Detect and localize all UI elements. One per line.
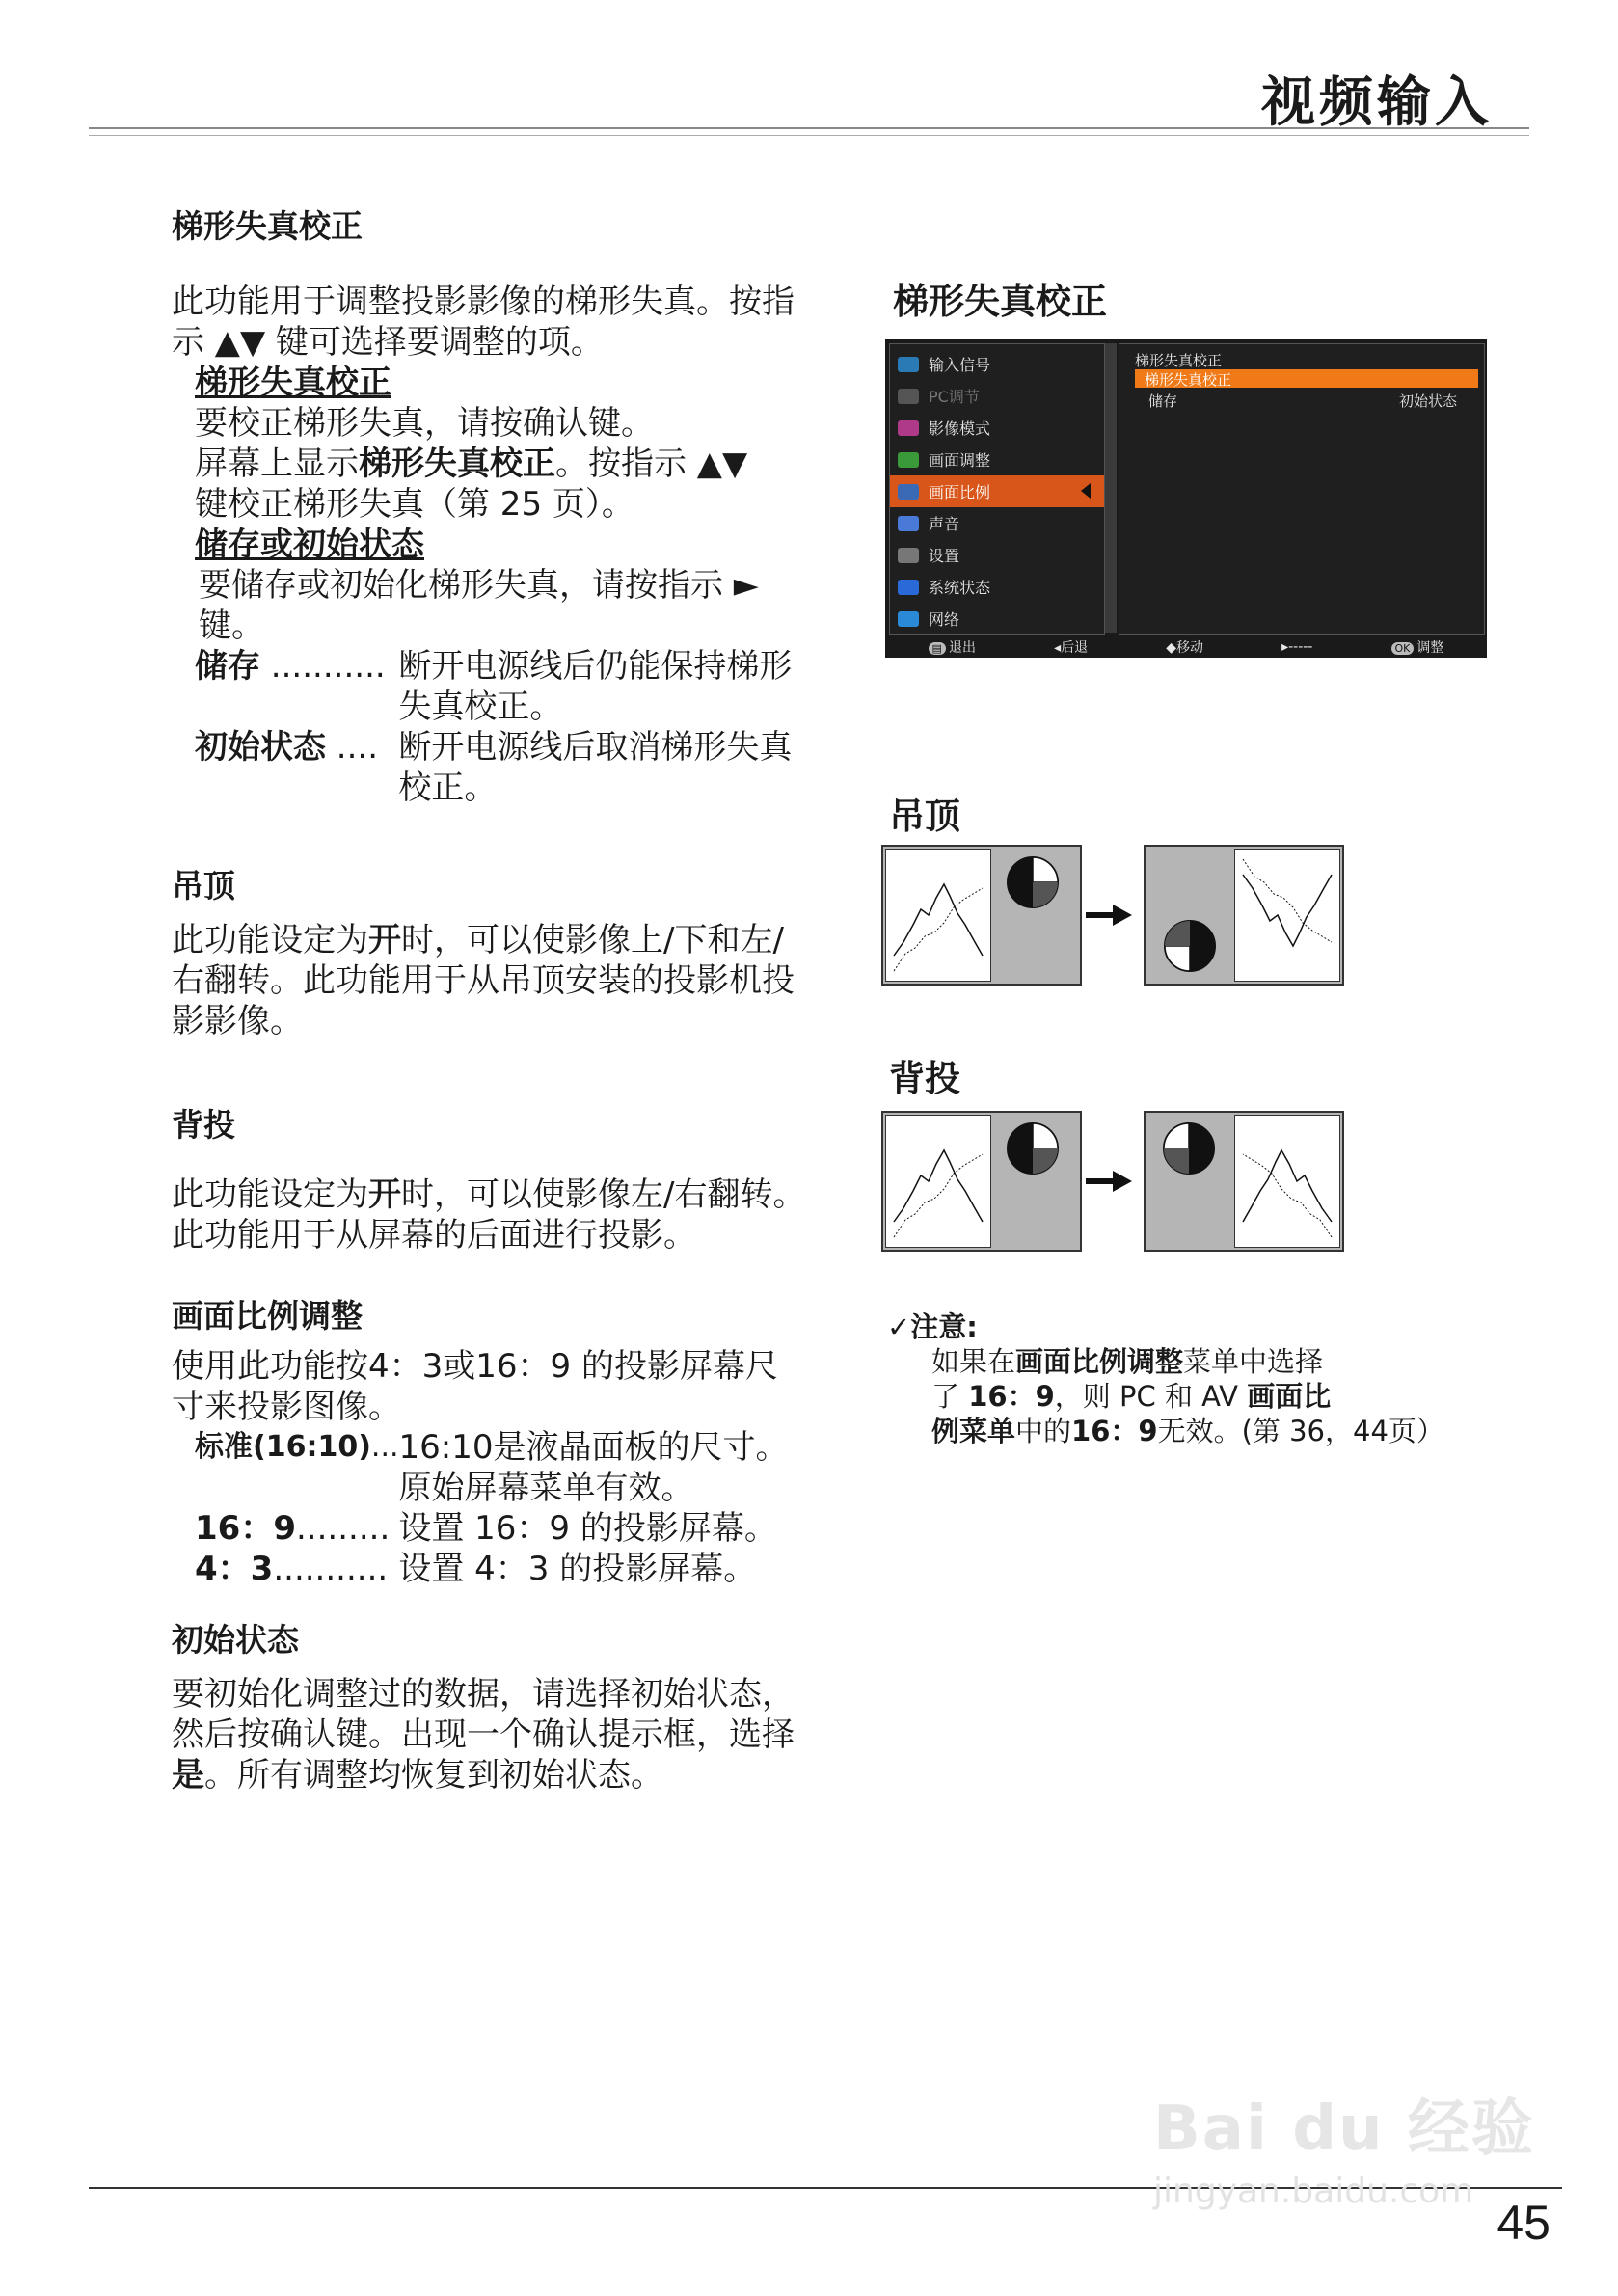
page-number: 45: [1497, 2196, 1551, 2250]
osd-back: ◂后退: [1054, 640, 1089, 656]
note-title: ✓注意:: [887, 1310, 978, 1343]
paragraph: 要储存或初始化梯形失真，请按指示 ►: [199, 566, 759, 605]
paragraph: 要初始化调整过的数据，请选择初始状态，然后按确认键。出现一个确认提示框，选择是。所有调整均恢复到初始状态。: [172, 1675, 795, 1795]
right-heading-ceiling: 吊顶: [889, 796, 960, 837]
osd-submenu-title: 梯形失真校正: [1135, 352, 1223, 369]
osd-bottom-bar: [889, 638, 1483, 656]
arrow-icon: [1086, 912, 1115, 918]
osd-menu-item[interactable]: [890, 444, 1104, 475]
settings-icon: [898, 548, 919, 563]
pie-graphic-mirrored: [1147, 1115, 1230, 1182]
note-line: 了 16：9，则 PC 和 AV 画面比: [931, 1380, 1332, 1413]
osd-menu-label: 画面调整: [929, 451, 991, 470]
osd-move: ◆移动: [1166, 640, 1203, 656]
right-heading-rear: 背投: [889, 1058, 960, 1099]
paragraph: 要校正梯形失真，请按确认键。: [195, 404, 654, 443]
osd-main-menu: [889, 343, 1105, 635]
image-mode-icon: [898, 420, 919, 436]
input-icon: [898, 357, 919, 372]
pc-icon: [898, 389, 919, 404]
paragraph: 键。: [199, 607, 264, 645]
osd-separator: [1105, 343, 1117, 633]
page-title: 视频输入: [1261, 71, 1493, 134]
arrow-head-icon: [1113, 905, 1132, 926]
arrow-head-icon: [1113, 1171, 1132, 1192]
osd-menu-label: 网络: [929, 610, 960, 629]
osd-menu-item[interactable]: [890, 412, 1104, 444]
note-line: 例菜单中的16：9无效。(第 36，44页）: [931, 1415, 1444, 1447]
osd-menu-item[interactable]: [890, 603, 1104, 635]
section-heading: 画面比例调整: [172, 1297, 363, 1335]
osd-menu-item[interactable]: [890, 475, 1104, 507]
osd-adjust: OK 调整: [1391, 637, 1444, 657]
definition-reset: 初始状态 .... 断开电源线后取消梯形失真校正。: [195, 728, 793, 807]
info-icon: [898, 580, 919, 595]
keystone-section: [172, 206, 808, 808]
rear-diagram: [881, 1111, 1344, 1254]
network-icon: [898, 611, 919, 627]
paragraph: 屏幕上显示梯形失真校正。按指示 ▲▼: [195, 445, 748, 483]
subheading: 储存或初始状态: [195, 526, 424, 564]
osd-menu-label: 声音: [929, 515, 960, 533]
definition-4-3: 4：3........... 设置 4：3 的投影屏幕。: [195, 1550, 757, 1588]
paragraph: 此功能设定为开时，可以使影像左/右翻转。此功能用于从屏幕的后面进行投影。: [172, 1175, 806, 1255]
pie-graphic: [991, 1115, 1074, 1182]
definition-store: 储存 ........... 断开电源线后仍能保持梯形失真校正。: [195, 647, 793, 726]
header-rule-thin: [89, 135, 1529, 136]
osd-menu-label: 设置: [929, 547, 960, 565]
screen-after: [1144, 1111, 1344, 1252]
chart-graphic: [886, 1116, 990, 1247]
note-box: [887, 1310, 1444, 1448]
paragraph: 此功能设定为开时，可以使影像上/下和左/右翻转。此功能用于从吊顶安装的投影机投影影像。: [172, 921, 795, 1040]
osd-submenu: [1119, 343, 1485, 635]
aspect-section: [172, 1296, 808, 1589]
osd-menu-item[interactable]: [890, 539, 1104, 571]
paragraph: 键校正梯形失真（第 25 页）。: [195, 485, 634, 524]
osd-menu-label: 影像模式: [929, 419, 991, 438]
osd-highlight-label: 梯形失真校正: [1145, 371, 1232, 389]
section-heading: 背投: [172, 1106, 235, 1144]
pie-graphic: [991, 849, 1074, 916]
ceiling-section: [172, 866, 808, 1041]
screen-icon: [898, 484, 919, 500]
paragraph: 使用此功能按4：3或16：9 的投影屏幕尺寸来投影图像。: [172, 1347, 778, 1426]
definition-standard: 标准(16:10)... 16:10是液晶面板的尺寸。原始屏幕菜单有效。: [195, 1428, 789, 1507]
chart-graphic-mirrored: [1235, 1116, 1339, 1247]
section-heading: 初始状态: [172, 1621, 299, 1659]
screen-after: [1144, 845, 1344, 986]
osd-menu-item[interactable]: [890, 380, 1104, 412]
pie-graphic-flipped: [1147, 910, 1232, 980]
arrow-icon: [1086, 1178, 1115, 1184]
osd-menu-label: 画面比例: [929, 483, 991, 501]
osd-next: ▸-----: [1281, 639, 1313, 655]
menu-key-icon: ▤: [929, 642, 946, 655]
chart-graphic: [886, 850, 990, 981]
right-heading-keystone: 梯形失真校正: [893, 281, 1107, 322]
paragraph: 此功能用于调整投影影像的梯形失真。按指示 ▲▼ 键可选择要调整的项。: [172, 283, 795, 362]
ok-key-icon: OK: [1391, 642, 1415, 655]
osd-store-value: 初始状态: [1399, 392, 1458, 410]
subheading: 梯形失真校正: [195, 364, 391, 402]
watermark-brand: Bai du 经验: [1153, 2093, 1535, 2165]
speaker-icon: [898, 516, 919, 531]
section-heading: 梯形失真校正: [172, 207, 363, 245]
osd-menu-label: 输入信号: [929, 356, 991, 374]
ceiling-diagram: [881, 845, 1344, 987]
picture-adjust-icon: [898, 452, 919, 468]
osd-exit: ▤ 退出: [929, 637, 976, 657]
selection-pointer-icon: [1081, 483, 1091, 499]
rear-section: [172, 1105, 808, 1256]
osd-menu-item[interactable]: [890, 571, 1104, 603]
osd-highlight-row[interactable]: [1135, 369, 1478, 388]
note-line: 如果在画面比例调整菜单中选择: [931, 1345, 1324, 1378]
definition-16-9: 16：9......... 设置 16：9 的投影屏幕。: [195, 1509, 777, 1548]
header-rule: [89, 127, 1529, 129]
watermark-url: jingyan.baidu.com: [1153, 2172, 1474, 2211]
osd-menu-label: PC调节: [929, 388, 980, 406]
osd-store-label[interactable]: 储存: [1148, 392, 1178, 410]
osd-menu-item[interactable]: [890, 507, 1104, 539]
reset-section: [172, 1620, 808, 1796]
chart-graphic-flipped: [1235, 850, 1339, 981]
osd-menu: [885, 339, 1487, 658]
screen-before: [881, 1111, 1082, 1252]
osd-menu-label: 系统状态: [929, 579, 991, 597]
osd-menu-item[interactable]: [890, 348, 1104, 380]
section-heading: 吊顶: [172, 867, 235, 905]
screen-before: [881, 845, 1082, 986]
